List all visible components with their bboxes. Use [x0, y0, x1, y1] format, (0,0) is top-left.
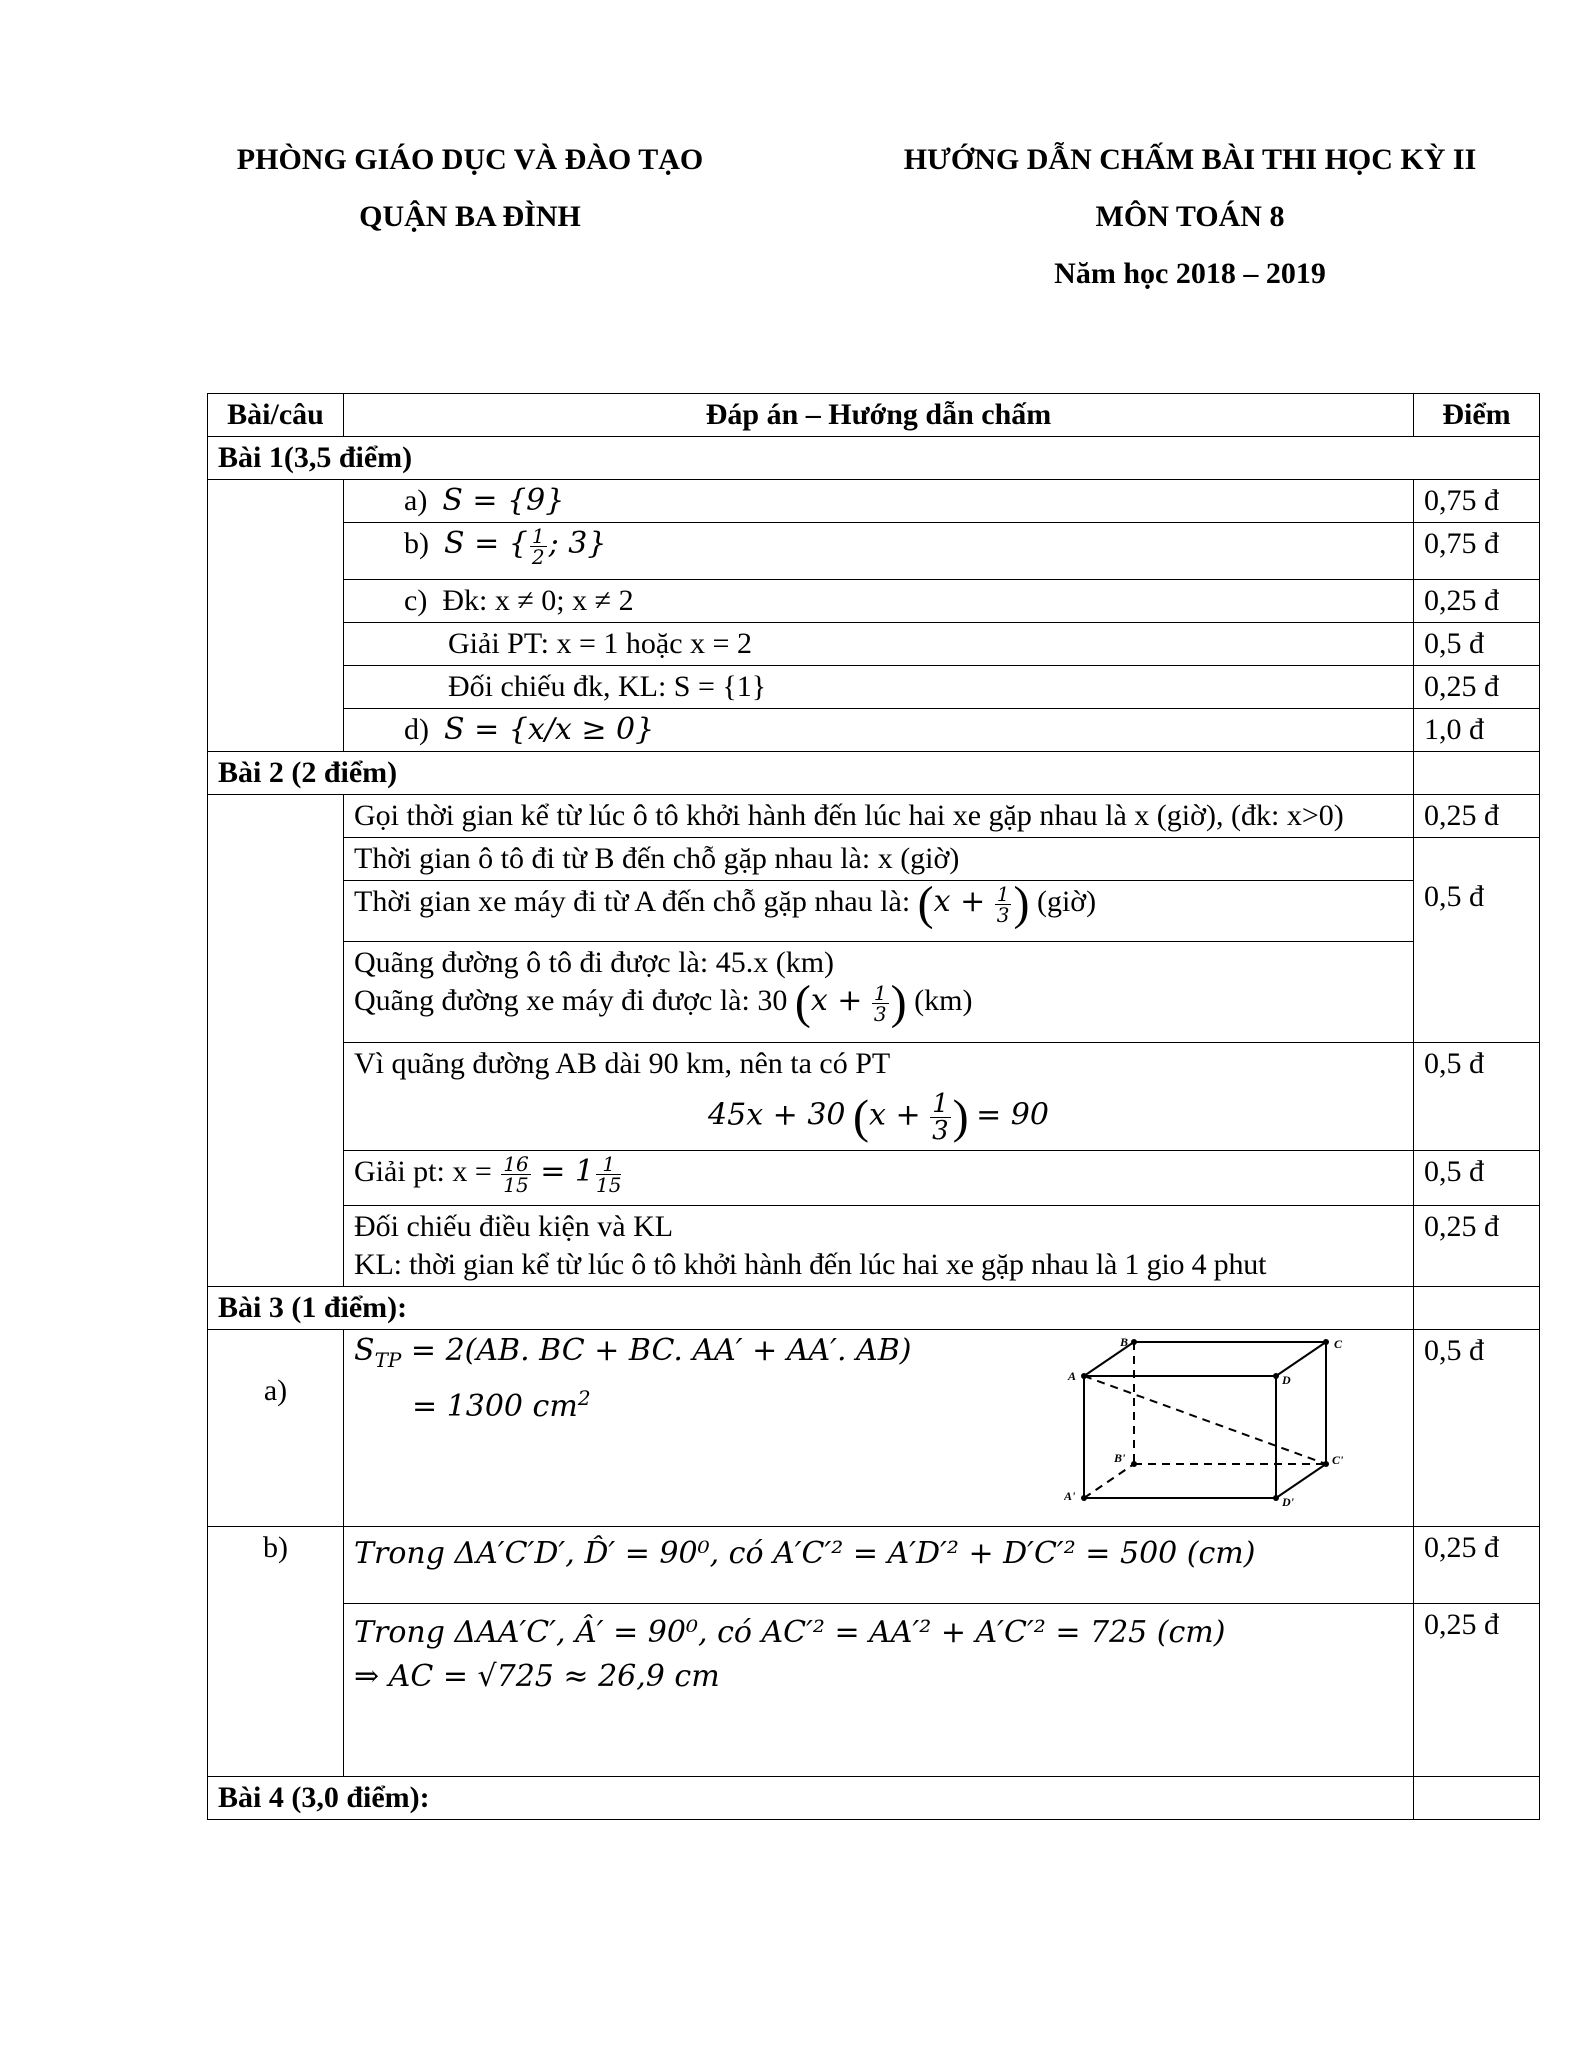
fraction: [995, 881, 1012, 927]
grading-table: [207, 393, 1540, 1820]
paren-left: (: [917, 877, 934, 931]
fraction-den: 3: [932, 1116, 949, 1146]
cuboid-figure: [1064, 1338, 1394, 1508]
vertex-label-c-prime: C': [1332, 1453, 1344, 1467]
table-row: [208, 1604, 1540, 1777]
points-cell: 0,75 đ: [1414, 480, 1540, 523]
text: (km): [914, 984, 973, 1017]
answer-cell: [344, 623, 1414, 666]
paren-left: (: [794, 976, 811, 1030]
section-row-bai2: [208, 752, 1540, 795]
text: Quãng đường xe máy đi được là: 30: [354, 984, 788, 1017]
table-row: [208, 666, 1540, 709]
eq-body: = 2(AB. BC + BC. AA′ + AA′. AB): [401, 1333, 912, 1368]
answer-cell: [344, 942, 1414, 1043]
equation: Trong ΔA′C′D′, D̂′ = 90⁰, có A′C′² = A′D′² + D′C′² = 500 (cm): [354, 1536, 1256, 1571]
header-right-line3: Năm học 2018 – 2019: [1054, 257, 1326, 290]
table-row: [208, 795, 1540, 838]
table-row: [208, 523, 1540, 580]
vertex-label-d: D: [1282, 1373, 1291, 1387]
fraction: [595, 1151, 622, 1197]
equation: S = {x/x ≥ 0}: [444, 712, 655, 747]
expr: x +: [810, 983, 863, 1018]
text-line: [354, 976, 1403, 1040]
answer-cell: [344, 1330, 1414, 1527]
points-cell: 0,5 đ: [1414, 1330, 1540, 1527]
points-cell: 0,25 đ: [1414, 580, 1540, 623]
table-header-row: [208, 394, 1540, 437]
fraction: [530, 523, 547, 569]
table-row: [208, 580, 1540, 623]
table-row: [208, 480, 1540, 523]
empty-cell: [208, 480, 344, 752]
table-row: [208, 1527, 1540, 1604]
condition: Đk: x ≠ 0; x ≠ 2: [442, 584, 634, 617]
col-header-bai: Bài/câu: [208, 394, 344, 437]
answer-cell: [344, 1206, 1414, 1287]
fraction: [930, 1091, 951, 1144]
fraction: [872, 980, 889, 1026]
fraction-den: 3: [996, 902, 1010, 927]
header-right-line1: HƯỚNG DẪN CHẤM BÀI THI HỌC KỲ II: [903, 143, 1477, 176]
points-cell: [1414, 838, 1540, 1043]
item-label: d): [404, 713, 429, 746]
points-cell: 0,5 đ: [1414, 1151, 1540, 1206]
expr: = 1: [540, 1154, 594, 1189]
text: Giải pt: x =: [354, 1155, 492, 1188]
eq-body: = 1300 cm: [412, 1389, 578, 1424]
expr: 45x + 30: [708, 1097, 846, 1133]
vertex-label-a-prime: A': [1064, 1489, 1076, 1503]
empty-cell: [1414, 752, 1540, 795]
points-cell: 0,5 đ: [1414, 623, 1540, 666]
table-row: [208, 881, 1540, 942]
eq-symbol: S: [354, 1333, 375, 1368]
text: Đối chiếu điều kiện và KL: [354, 1210, 674, 1243]
points-cell: 0,75 đ: [1414, 523, 1540, 580]
answer-cell: [344, 877, 1414, 942]
table-row: [208, 838, 1540, 881]
empty-cell: [208, 795, 344, 1287]
empty-cell: [1414, 1777, 1540, 1820]
table-row: [208, 1206, 1540, 1287]
table-row: [208, 1043, 1540, 1151]
answer-cell: [344, 523, 1414, 580]
fraction-num: 1: [531, 523, 545, 548]
table-row: [208, 709, 1540, 752]
solution: Giải PT: x = 1 hoặc x = 2: [448, 627, 752, 660]
paren-right: ): [952, 1090, 969, 1144]
col-header-diem: Điểm: [1414, 394, 1540, 437]
item-label: c): [404, 584, 428, 617]
fraction-den: 15: [595, 1172, 622, 1197]
answer-cell: Thời gian ô tô đi từ B đến chỗ gặp nhau là: x (giờ): [344, 838, 1414, 881]
paren-right: ): [890, 976, 907, 1030]
col-header-dap-an: Đáp án – Hướng dẫn chấm: [344, 394, 1414, 437]
points-cell: 1,0 đ: [1414, 709, 1540, 752]
expr: x +: [933, 884, 986, 919]
equation: S = {9}: [442, 483, 565, 518]
vertex-label-d-prime: D': [1282, 1495, 1294, 1508]
fraction-num: 1: [932, 1089, 949, 1119]
text: (giờ): [1036, 885, 1097, 918]
section-row-bai4: [208, 1777, 1540, 1820]
expr: x +: [868, 1097, 921, 1133]
vertex-label-c: C: [1334, 1338, 1343, 1351]
points-cell: 0,25 đ: [1414, 1604, 1540, 1777]
section-title-bai3: Bài 3 (1 điểm):: [208, 1287, 1414, 1330]
answer-cell: Gọi thời gian kể từ lúc ô tô khởi hành đến lúc hai xe gặp nhau là x (giờ), (đk: x>0): [344, 795, 1414, 838]
fraction-den: 15: [503, 1172, 529, 1197]
section-row-bai1: [208, 437, 1540, 480]
eq-superscript: 2: [577, 1386, 591, 1410]
fraction: [501, 1151, 530, 1197]
answer-cell: [344, 1043, 1414, 1151]
paren-right: ): [1013, 877, 1030, 931]
item-label: a): [404, 484, 428, 517]
item-label-cell: [208, 1330, 344, 1527]
equation-line: [354, 1091, 1403, 1144]
answer-cell: [344, 1527, 1414, 1604]
section-title-bai2: Bài 2 (2 điểm): [208, 752, 1414, 795]
equation-post: ; 3}: [548, 526, 607, 561]
vertex-label-b: B: [1120, 1338, 1129, 1349]
fraction-num: 16: [503, 1151, 529, 1176]
answer-cell: [344, 1604, 1414, 1777]
answer-cell: [344, 580, 1414, 623]
points-cell: 0,5 đ: [1414, 1043, 1540, 1151]
section-title-bai4: Bài 4 (3,0 điểm):: [208, 1777, 1414, 1820]
text: Vì quãng đường AB dài 90 km, nên ta có PT: [354, 1047, 891, 1080]
table-row: [208, 1330, 1540, 1527]
fraction-den: 2: [531, 544, 545, 569]
item-label: b): [263, 1531, 288, 1564]
vertex-label-b-prime: B': [1114, 1451, 1126, 1465]
header-right-line2: MÔN TOÁN 8: [1095, 200, 1285, 233]
item-label-cell: [208, 1527, 344, 1777]
answer-cell: [344, 480, 1414, 523]
equation: ⇒ AC = √725 ≈ 26,9 cm: [354, 1659, 720, 1694]
text: KL: thời gian kể từ lúc ô tô khởi hành đến lúc hai xe gặp nhau là 1 gio 4 phut: [354, 1248, 1267, 1281]
conclusion: Đối chiếu đk, KL: S = {1}: [448, 670, 767, 703]
answer-cell: [344, 1151, 1414, 1206]
text: Quãng đường ô tô đi được là: 45.x (km): [354, 946, 835, 979]
text: Thời gian xe máy đi từ A đến chỗ gặp nhau là:: [354, 885, 911, 918]
paren-left: (: [853, 1090, 869, 1144]
answer-cell: [344, 709, 1414, 752]
fraction-den: 3: [873, 1001, 887, 1026]
equation: Trong ΔAA′C′, Â′ = 90⁰, có AC′² = AA′² + A′C′² = 725 (cm): [354, 1615, 1226, 1650]
points-cell: 0,25 đ: [1414, 666, 1540, 709]
table-row: [208, 942, 1540, 1043]
equation-pre: S = {: [444, 526, 528, 561]
empty-cell: [1414, 1287, 1540, 1330]
answer-cell: [344, 666, 1414, 709]
header-left-line2: QUẬN BA ĐÌNH: [359, 200, 581, 233]
table-row: [208, 623, 1540, 666]
points-cell: 0,25 đ: [1414, 1206, 1540, 1287]
eq-subscript: TP: [374, 1348, 402, 1372]
table-row: [208, 1151, 1540, 1206]
vertex-label-a: A: [1068, 1369, 1077, 1383]
points-value: 0,5 đ: [1424, 880, 1484, 913]
item-label: a): [263, 1374, 288, 1407]
section-row-bai3: [208, 1287, 1540, 1330]
fraction-num: 1: [873, 980, 887, 1005]
points-cell: 0,25 đ: [1414, 795, 1540, 838]
fraction-num: 1: [596, 1154, 621, 1175]
item-label: b): [404, 527, 429, 560]
section-title-bai1: Bài 1(3,5 điểm): [208, 437, 1540, 480]
points-cell: 0,25 đ: [1414, 1527, 1540, 1604]
expr: = 90: [976, 1097, 1049, 1133]
header-left-line1: PHÒNG GIÁO DỤC VÀ ĐÀO TẠO: [236, 143, 704, 176]
fraction-num: 1: [996, 881, 1010, 906]
